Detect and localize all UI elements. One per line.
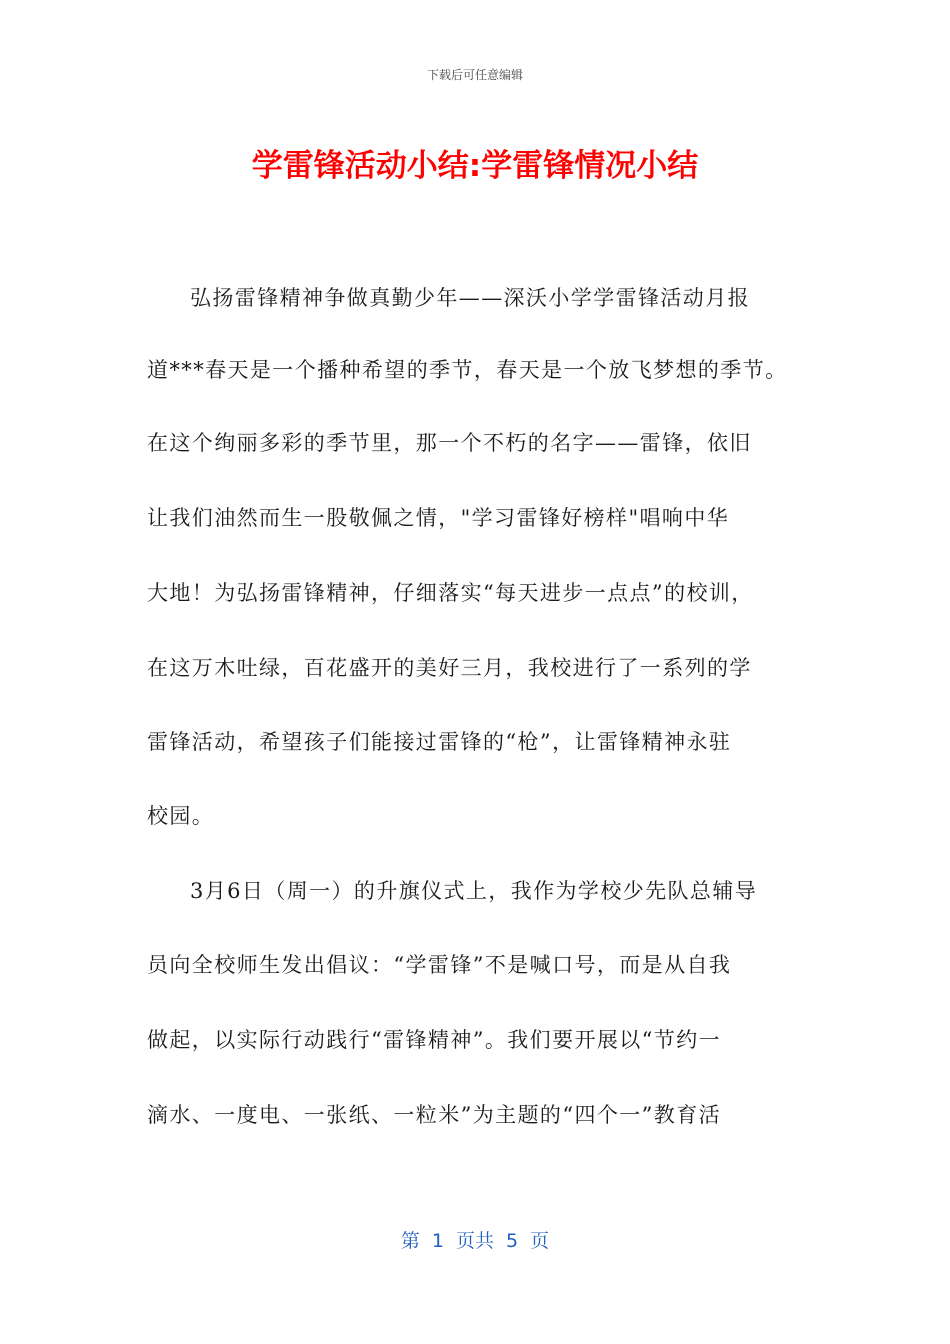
page-footer xyxy=(0,1226,950,1253)
paragraph-line: 雷锋活动，希望孩子们能接过雷锋的“枪”，让雷锋精神永驻 xyxy=(147,730,732,754)
footer-page-number: 1 xyxy=(431,1230,444,1252)
footer-total-pages: 5 xyxy=(506,1230,519,1252)
paragraph-line: 做起，以实际行动践行“雷锋精神”。我们要开展以“节约一 xyxy=(147,1028,722,1052)
paragraph-line: 让我们油然而生一股敬佩之情，"学习雷锋好榜样"唱响中华 xyxy=(147,506,730,530)
document-title: 学雷锋活动小结:学雷锋情况小结 xyxy=(251,148,699,184)
paragraph-line: 3月6日（周一）的升旗仪式上，我作为学校少先队总辅导 xyxy=(190,879,758,903)
header-note: 下载后可任意编辑 xyxy=(426,68,523,82)
paragraph-line: 道***春天是一个播种希望的季节，春天是一个放飞梦想的季节。 xyxy=(147,358,788,382)
footer-middle: 页共 xyxy=(455,1230,494,1252)
paragraph-line: 员向全校师生发出倡议：“学雷锋”不是喊口号，而是从自我 xyxy=(147,953,732,977)
paragraph-line: 大地！为弘扬雷锋精神，仔细落实“每天进步一点点”的校训， xyxy=(147,581,754,605)
footer-prefix: 第 xyxy=(400,1230,420,1252)
paragraph-line: 在这个绚丽多彩的季节里，那一个不朽的名字——雷锋，依旧 xyxy=(147,431,752,455)
paragraph-line: 在这万木吐绿，百花盛开的美好三月，我校进行了一系列的学 xyxy=(147,656,752,680)
paragraph-line: 校园。 xyxy=(147,804,215,828)
footer-suffix: 页 xyxy=(530,1230,550,1252)
paragraph-line: 弘扬雷锋精神争做真勤少年——深沃小学学雷锋活动月报 xyxy=(190,286,750,310)
paragraph-line: 滴水、一度电、一张纸、一粒米”为主题的“四个一”教育活 xyxy=(147,1103,722,1127)
